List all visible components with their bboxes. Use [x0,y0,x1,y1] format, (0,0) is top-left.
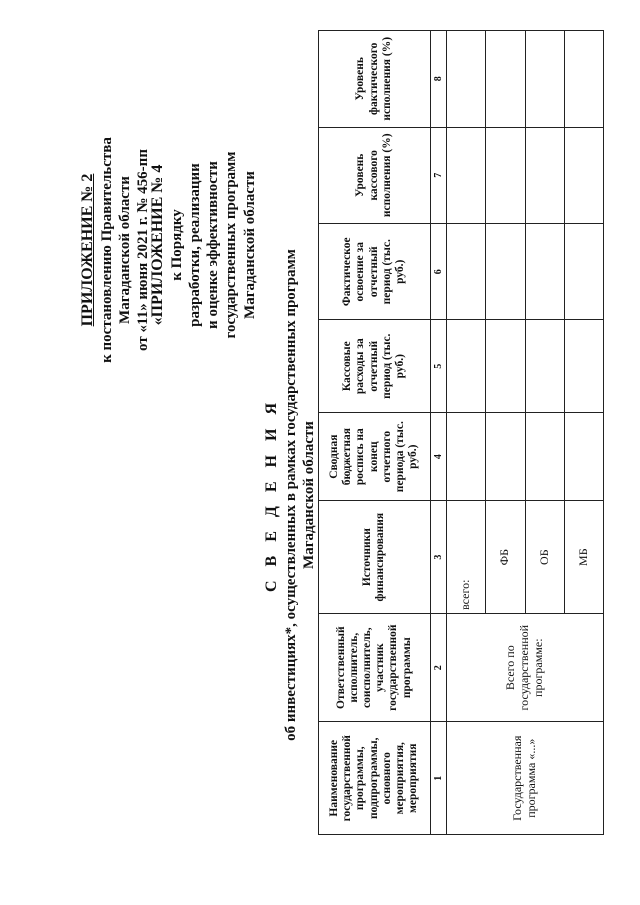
value-cell [486,224,525,320]
document-heading [262,215,318,775]
value-cell [525,224,564,320]
column-number: 5 [430,320,447,412]
source-cell: МБ [564,501,603,614]
column-number: 3 [430,501,447,614]
appendix-4-line4: государственных программ [223,151,240,339]
value-cell [564,31,603,128]
header-cell: Фактическое освоение за отчетный период (тыс. руб.) [319,224,431,320]
header-cell: Кассовые расходы за отчетный период (тыс. руб.) [319,320,431,412]
appendix-2-block [78,85,152,415]
header-cell: Сводная бюджетная роспись на конец отчетного периода (тыс. руб.) [319,412,431,500]
value-cell [525,127,564,223]
value-cell [486,127,525,223]
value-cell [564,320,603,412]
document-subtitle: об инвестициях*, осуществленных в рамках государственных программ Магаданской области [282,249,317,741]
value-cell [486,31,525,128]
value-cell [447,127,486,223]
table-row [447,31,486,835]
value-cell [447,31,486,128]
source-cell: всего: [447,501,486,614]
appendix-2-line1: к постановлению Правительства [98,137,115,363]
header-row [319,31,431,835]
appendix-4-line1: к Порядку [168,209,185,281]
appendix-4-line2: разработки, реализации [186,163,203,327]
source-cell: ОБ [525,501,564,614]
investment-table [318,30,604,835]
header-cell: Источники финансирования [319,501,431,614]
value-cell [525,412,564,500]
header-cell: Уровень фактического исполнения (%) [319,31,431,128]
column-number-row [430,31,447,835]
column-number: 2 [430,613,447,722]
appendix-2-title: ПРИЛОЖЕНИЕ № 2 [79,173,96,327]
source-cell: ФБ [486,501,525,614]
header-cell: Уровень кассового исполнения (%) [319,127,431,223]
column-number: 6 [430,224,447,320]
header-cell: Ответственный исполнитель, соисполнитель, участник государственной программы [319,613,431,722]
column-number: 7 [430,127,447,223]
value-cell [564,127,603,223]
document-title: С В Е Д Е Н И Я [263,397,280,593]
value-cell [447,320,486,412]
program-total-cell: Всего по государственной программе: [447,613,604,722]
value-cell [564,412,603,500]
program-name-cell: Государственная программа «...» [447,722,604,835]
appendix-2-line3: от «11» июня 2021 г. № 456-пп [135,149,152,351]
value-cell [564,224,603,320]
value-cell [486,412,525,500]
value-cell [486,320,525,412]
value-cell [525,320,564,412]
appendix-2-line2: Магаданской области [116,176,133,324]
appendix-4-block [148,105,259,385]
column-number: 8 [430,31,447,128]
header-cell: Наименование государственной программы, подпрограммы, основного мероприятия, мероприятия [319,722,431,835]
appendix-4-line3: и оценке эффективности [205,161,222,329]
value-cell [447,224,486,320]
column-number: 1 [430,722,447,835]
column-number: 4 [430,412,447,500]
value-cell [525,31,564,128]
appendix-4-line5: Магаданской области [241,171,258,319]
appendix-4-title: «ПРИЛОЖЕНИЕ № 4 [149,164,166,326]
value-cell [447,412,486,500]
